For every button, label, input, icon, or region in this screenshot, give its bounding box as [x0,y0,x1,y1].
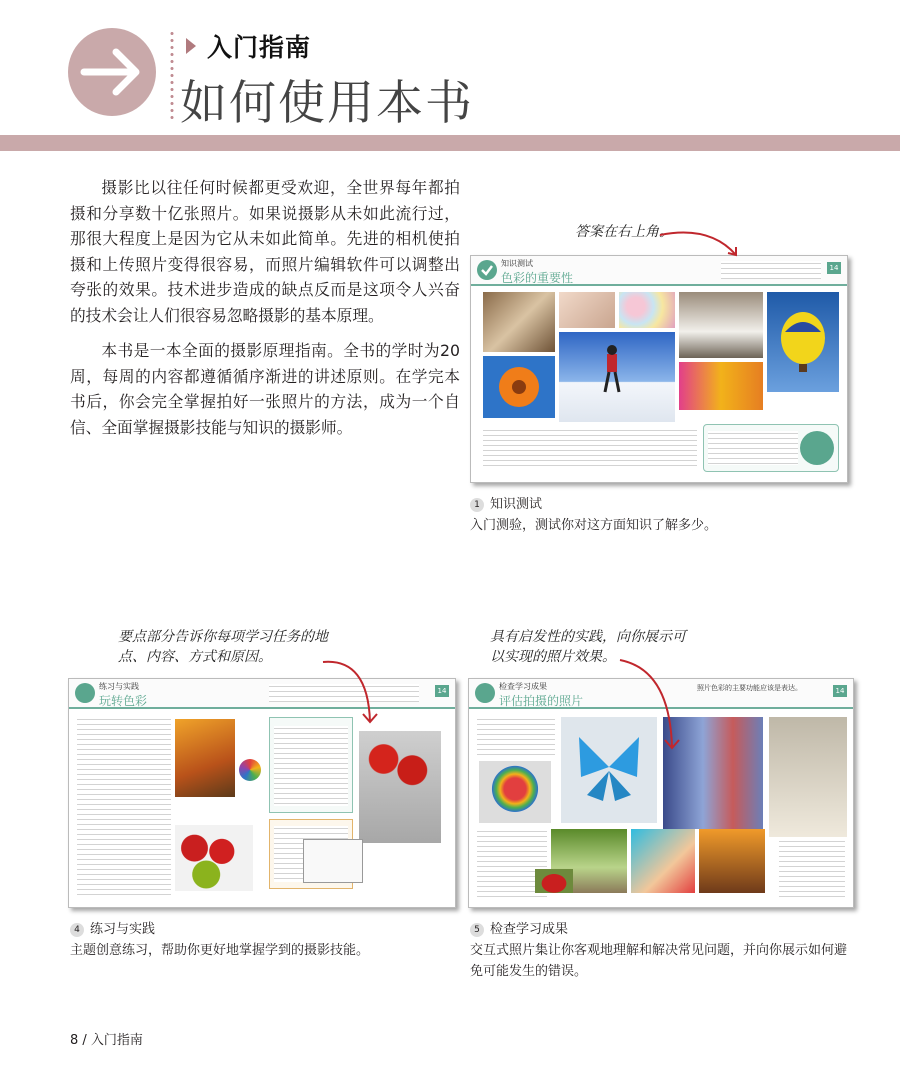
caption-text: 主题创意练习，帮助你更好地掌握学到的摄影技能。 [70,943,370,958]
note-line: 要点部分告诉你每项学习任务的地 [118,629,328,645]
arrow-right-icon [68,28,156,116]
note-line: 以实现的照片效果。 [490,649,616,665]
photo-jug [679,292,763,358]
thumbnail-kicker: 练习与实践 [99,682,139,691]
intro-text [70,175,460,450]
photo-eggs [619,292,675,328]
header-band [0,135,900,151]
page-title: 如何使用本书 [180,76,474,131]
photo-apples [175,825,253,891]
page-number-badge: 14 [833,685,847,697]
answers-box [703,424,839,472]
note-answers: 答案在右上角。 [575,224,673,240]
answers-icon [800,431,834,465]
page-footer: 8 / 入门指南 [70,1033,143,1048]
caption-title: 检查学习成果 [490,922,569,937]
check-icon [477,260,497,280]
photo-lollipop [479,761,551,823]
eye-icon [475,683,495,703]
photo-man [631,829,695,893]
note-line: 点、内容、方式和原因。 [118,649,272,665]
note-line: 具有启发性的实践，向你展示可 [490,629,686,645]
photo-windmill [699,829,765,893]
caption-number: 4 [70,923,84,937]
caption-number: 5 [470,923,484,937]
caption-text: 交互式照片集让你客观地理解和解决常见问题，并向你展示如何避免可能发生的错误。 [470,943,848,979]
intro-paragraph-2: 本书是一本全面的摄影原理指南。全书的学时为20周，每周的内容都遵循循序渐进的讲述原则。在学完本书后，你会完全掌握拍好一张照片的方法，成为一个自信、全面掌握摄影技能与知识的摄影师。 [70,341,460,437]
photo-climber [559,332,675,422]
photo-flower [483,356,555,418]
photo-powders [679,362,763,410]
page-number-badge: 14 [435,685,449,697]
triangle-marker-icon [186,38,196,54]
pointer-arrow-icon [318,650,388,730]
thumbnail-quote: 照片色彩的主要功能应该是表达。 [697,684,802,692]
caption-quiz [470,494,850,536]
caption-review [470,919,850,982]
color-wheel-icon [239,759,261,781]
photo-balloon-sky [767,292,839,392]
pointer-arrow-icon [610,650,690,755]
thumbnail-title: 玩转色彩 [99,694,148,708]
thumbnail-kicker: 检查学习成果 [499,682,547,691]
thumbnail-kicker: 知识测试 [501,259,533,268]
intro-paragraph-1: 摄影比以往任何时候都更受欢迎，全世界每年都拍摄和分享数十亿张照片。如果说摄影从未如此流行过，那很大程度上是因为它从未如此简单。先进的相机使拍摄和上传照片变得很容易，而照片编辑软件可以调整出夸张的效果。技术进步造成的缺点反而是这项令人兴奋的技术会让人们很容易忽略摄影的基本原理。 [70,178,460,325]
note-key-points [118,627,328,667]
thumbnail-practice [68,678,456,908]
section-label: 入门指南 [207,33,312,62]
monitor-icon [303,839,363,883]
caption-text: 入门测验，测试你对这方面知识了解多少。 [470,518,718,533]
page-number-badge: 14 [827,262,841,274]
dotted-divider [170,30,174,120]
thumbnail-title: 评估拍摄的照片 [499,694,584,708]
thumbnail-quiz [470,255,848,483]
person-icon [75,683,95,703]
pointer-arrow-icon [650,225,750,265]
caption-number: 1 [470,498,484,512]
photo-tie [769,717,847,837]
photo-arches [483,292,555,352]
photo-poppies [359,731,441,843]
caption-title: 知识测试 [490,497,543,512]
caption-title: 练习与实践 [90,922,156,937]
section-badge [68,28,156,116]
photo-red-car [535,869,573,893]
photo-autumn-path [175,719,235,797]
caption-practice [70,919,370,961]
photo-baby [559,292,615,328]
thumbnail-title: 色彩的重要性 [501,271,574,285]
key-points-box [269,717,353,813]
